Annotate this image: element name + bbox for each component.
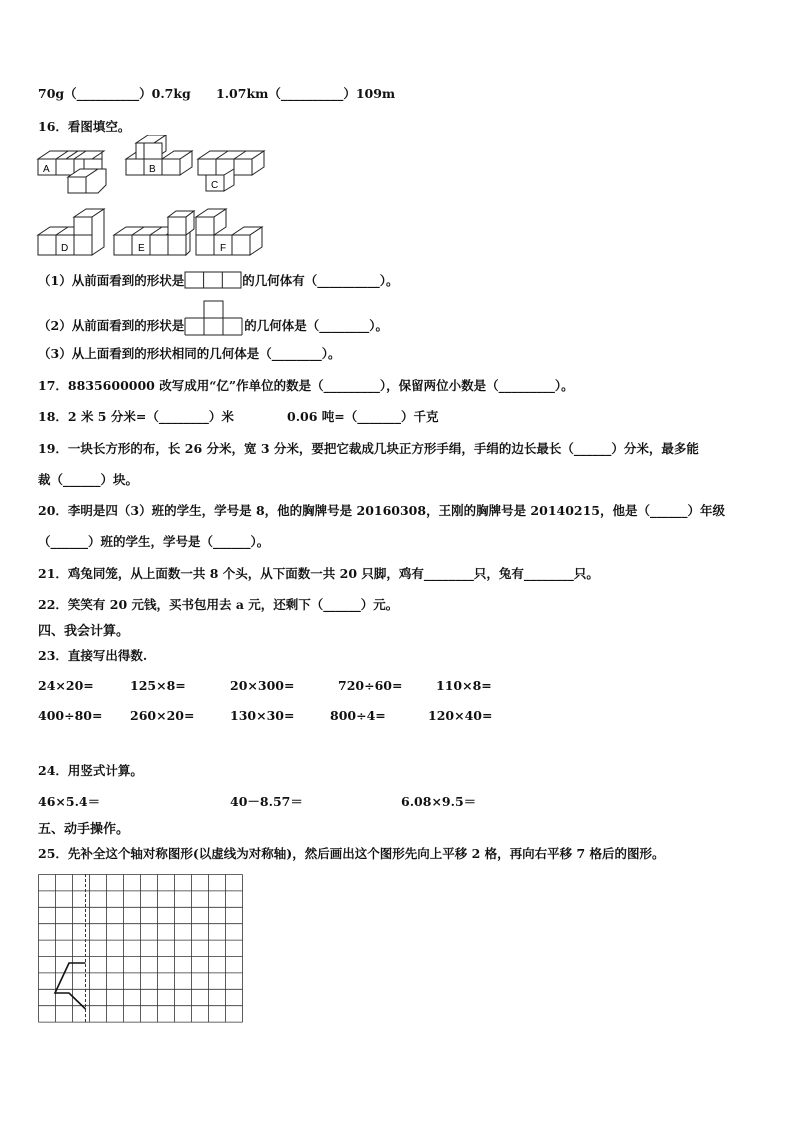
- q24-title: 24．用竖式计算。: [38, 763, 143, 778]
- q24-item: 46×5.4＝: [38, 794, 101, 809]
- q23-title: 23．直接写出得数.: [38, 648, 148, 663]
- solid-label-d: D: [61, 243, 69, 254]
- solid-c: [198, 151, 264, 191]
- solid-d: [38, 209, 104, 255]
- q16-part3: （3）从上面看到的形状相同的几何体是（________）。: [38, 346, 341, 361]
- q23-item: 720÷60=: [338, 678, 403, 693]
- q20-line2: （______）班的学生，学号是（______）。: [38, 534, 270, 549]
- q16-part2-suffix: 的几何体是（________）。: [244, 318, 388, 333]
- q25: 25．先补全这个轴对称图形(以虚线为对称轴)，然后画出这个图形先向上平移 2 格，再向右平移 7 格后的图形。: [38, 846, 665, 861]
- half-figure: [55, 963, 86, 1009]
- q23-item: 800÷4=: [330, 708, 386, 723]
- q24-item: 6.08×9.5＝: [401, 794, 477, 809]
- q18-left: 18．2 米 5 分米=（________）米: [38, 409, 234, 424]
- q15-tail-left: 70g（__________）0.7kg: [38, 86, 191, 101]
- front-view-three-squares-figure: [184, 271, 242, 292]
- q23-item: 400÷80=: [38, 708, 103, 723]
- solid-label-a: A: [43, 164, 50, 175]
- q23-item: 125×8=: [130, 678, 186, 693]
- solid-b: [126, 135, 192, 175]
- solid-label-e: E: [138, 243, 145, 254]
- q16-part2-prefix: （2）从前面看到的形状是: [38, 318, 185, 333]
- solid-label-f: F: [220, 243, 227, 254]
- solid-label-b: B: [149, 164, 156, 175]
- solid-e: [114, 211, 194, 255]
- q23-item: 24×20=: [38, 678, 94, 693]
- q25-grid-figure: [38, 874, 244, 1024]
- q16-solids-figure: [30, 135, 280, 265]
- front-view-cross-figure: [184, 300, 244, 339]
- q16-title: 16．看图填空。: [38, 119, 131, 134]
- q23-item: 120×40=: [428, 708, 493, 723]
- section-5-heading: 五、动手操作。: [38, 822, 130, 837]
- q23-item: 20×300=: [230, 678, 295, 693]
- q17: 17．8835600000 改写成用“亿”作单位的数是（_________），保留两位小数是（_________）。: [38, 378, 574, 393]
- q16-part1-prefix: （1）从前面看到的形状是: [38, 273, 185, 288]
- q19-line2: 裁（______）块。: [38, 472, 139, 487]
- solid-label-c: C: [211, 180, 219, 191]
- q16-part2: [38, 300, 388, 339]
- q24-item: 40－8.57＝: [230, 794, 303, 809]
- q18-right: 0.06 吨=（_______）千克: [287, 409, 439, 424]
- q16-part1: [38, 271, 398, 292]
- solid-f: [196, 209, 262, 255]
- q23-item: 260×20=: [130, 708, 195, 723]
- q23-item: 130×30=: [230, 708, 295, 723]
- section-4-heading: 四、我会计算。: [38, 624, 130, 639]
- q19-line1: 19．一块长方形的布，长 26 分米，宽 3 分米，要把它裁成几块正方形手绢，手绢的边长最长（______）分米，最多能: [38, 441, 699, 456]
- solid-a: [38, 151, 106, 193]
- grid-lines: [39, 875, 243, 1023]
- q16-part1-suffix: 的几何体有（__________）。: [242, 273, 399, 288]
- q21: 21．鸡兔同笼，从上面数一共 8 个头，从下面数一共 20 只脚，鸡有________只，兔有________只。: [38, 566, 599, 581]
- q20-line1: 20．李明是四（3）班的学生，学号是 8，他的胸牌号是 20160308，王刚的胸牌号是 20140215，他是（______）年级: [38, 503, 726, 518]
- q22: 22．笑笑有 20 元钱，买书包用去 a 元，还剩下（______）元。: [38, 597, 399, 612]
- q15-tail-right: 1.07km（__________）109m: [216, 86, 396, 101]
- q23-item: 110×8=: [436, 678, 492, 693]
